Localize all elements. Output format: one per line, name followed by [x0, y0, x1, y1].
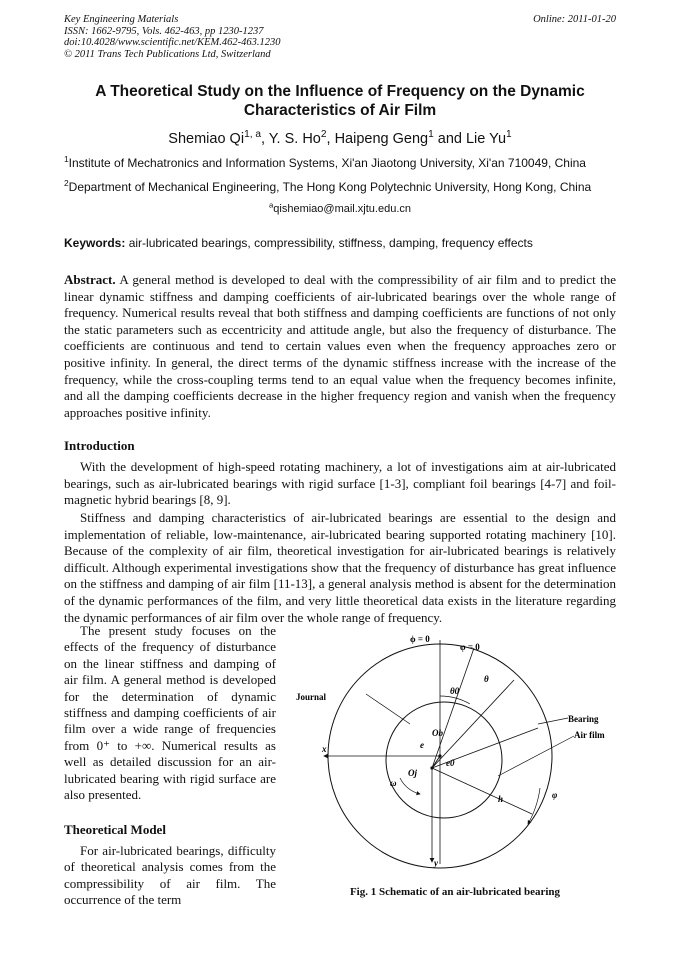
e0-label: e0: [446, 758, 455, 768]
airfilm-leader: [498, 736, 574, 776]
phi-zero-line: [432, 648, 474, 768]
abstract-text: A general method is developed to deal with the compressibility of air film and to predict the linear dynamic stiffness and damping coefficients of air-lubricated bearings over the whole range of frequency. Numerical results reveal that both stiffness and damping coefficients are functions of not only the static parameters such as eccentricity and attitude angle, but also the frequency of disturbance. The coefficients are continuous and tend to certain values even when the frequency approaches zero or positive infinity. In general, the direct terms of the dynamic stiffness increase with the increase of the frequency, while the cross-coupling terms tend to an equal value when the frequency becomes infinite, and all the damping coefficients decrease in the higher frequency region and vanish when the frequency approaches positive infinity.: [64, 272, 616, 420]
doi-line: doi:10.4028/www.scientific.net/KEM.462-463.1230: [64, 37, 281, 48]
intro-paragraph-2: Stiffness and damping characteristics of air-lubricated bearings are essential to the design and implementation of reliable, low-maintenance, air-lubricated bearing supported rotating machinery [10]. Because of the complexity of air film, theoretical investigation for air-lubricated bearings is relatively difficult. Although experimental investigations show that the frequency of disturbance has great influence on the stiffness and damping of air film [11-13], a general analysis method is absent for the determination of the dynamic performances of the film, and very little theoretical data exists in the literature regarding the dynamic performances of air film over the whole range of frequency.: [64, 510, 616, 625]
affiliation-2: $^2$Department of Mechanical Engineering, The Hong Kong Polytechnic University, Hong Kong, China: [64, 178, 592, 194]
bearing-label: Bearing: [568, 714, 599, 724]
journal-name: Key Engineering Materials: [64, 14, 179, 25]
phi-zero-label: ϕ = 0: [410, 634, 430, 644]
theta-label: θ: [484, 674, 489, 684]
varphi-label: φ: [552, 790, 558, 800]
keywords: [64, 236, 616, 250]
author-name: Shemiao Qi: [168, 131, 245, 147]
intro-paragraph-3: The present study focuses on the effects of the frequency of disturbance on the linear stiffness and damping of air film. A general method is developed for the determination of dynamic stiffness and damping coefficients of air film over a wide range of frequencies from 0⁺ to +∞. Numerical results as well as detailed discussion for an air-lubricated bearing with rigid surface are also presented.: [64, 623, 276, 803]
online-date: Online: 2011-01-20: [533, 14, 616, 25]
journal-center: [430, 766, 433, 769]
intro-paragraph-1: With the development of high-speed rotating machinery, a lot of investigations aim at air-lubricated bearings, such as air-lubricated bearings with rigid surface [1-3], compliant foil bearings [4-7] and foil-magnetic hybrid bearings [8, 9].: [64, 459, 616, 508]
omega-arc: [400, 778, 420, 794]
omega-label: ω: [390, 778, 397, 788]
figure-1: [292, 628, 618, 883]
theory-paragraph-1: For air-lubricated bearings, difficulty of theoretical analysis comes from the compressibility of air film. The occurrence of the term: [64, 843, 276, 908]
x-axis-label: x: [322, 744, 327, 754]
e-label: e: [420, 740, 424, 750]
author-name: Haipeng Geng: [334, 131, 429, 147]
ob-label: Ob: [432, 728, 443, 738]
airfilm-label: Air film: [574, 730, 605, 740]
author-list: Shemiao Qi$^{1, a}$, Y. S. Ho$^2$, Haipeng Geng$^1$ and Lie Yu$^1$: [168, 129, 512, 147]
figure-caption: Fig. 1 Schematic of an air-lubricated bearing: [349, 886, 561, 898]
section-heading-introduction: Introduction: [64, 438, 135, 453]
contact-email[interactable]: $^a$qishemiao@mail.xjtu.edu.cn: [268, 200, 411, 215]
section-heading-theory: Theoretical Model: [64, 822, 166, 837]
affiliation-1: $^1$Institute of Mechatronics and Information Systems, Xi'an Jiaotong University, Xi'an 710049, China: [64, 154, 586, 170]
journal-leader: [366, 694, 410, 724]
author-name: Y. S. Ho: [268, 131, 321, 147]
abstract-label: Abstract.: [64, 272, 116, 287]
varphi-arc: [528, 788, 540, 824]
bearing-center: [438, 754, 441, 757]
abstract: [64, 272, 616, 421]
keywords-text: air-lubricated bearings, compressibility, stiffness, damping, frequency effects: [128, 236, 533, 250]
varphi-zero-label: φ = 0: [460, 642, 480, 652]
journal-label: Journal: [296, 692, 327, 702]
author-name: Lie Yu: [465, 131, 507, 147]
y-axis-label: y: [434, 858, 438, 868]
keywords-label: Keywords:: [64, 236, 126, 250]
film-line: [432, 768, 532, 814]
oj-label: Oj: [408, 768, 417, 778]
h-label: h: [498, 794, 504, 804]
paper-title: A Theoretical Study on the Influence of Frequency on the Dynamic Characteristics of Air Film: [95, 83, 585, 119]
theta0-label: θ0: [450, 686, 460, 696]
copyright-line: © 2011 Trans Tech Publications Ltd, Switzerland: [64, 48, 271, 60]
journal-header: [64, 14, 616, 60]
issn-line: ISSN: 1662-9795, Vols. 462-463, pp 1230-1237: [64, 25, 264, 37]
bearing-schematic: [292, 628, 618, 883]
bearing-leader: [538, 718, 568, 724]
